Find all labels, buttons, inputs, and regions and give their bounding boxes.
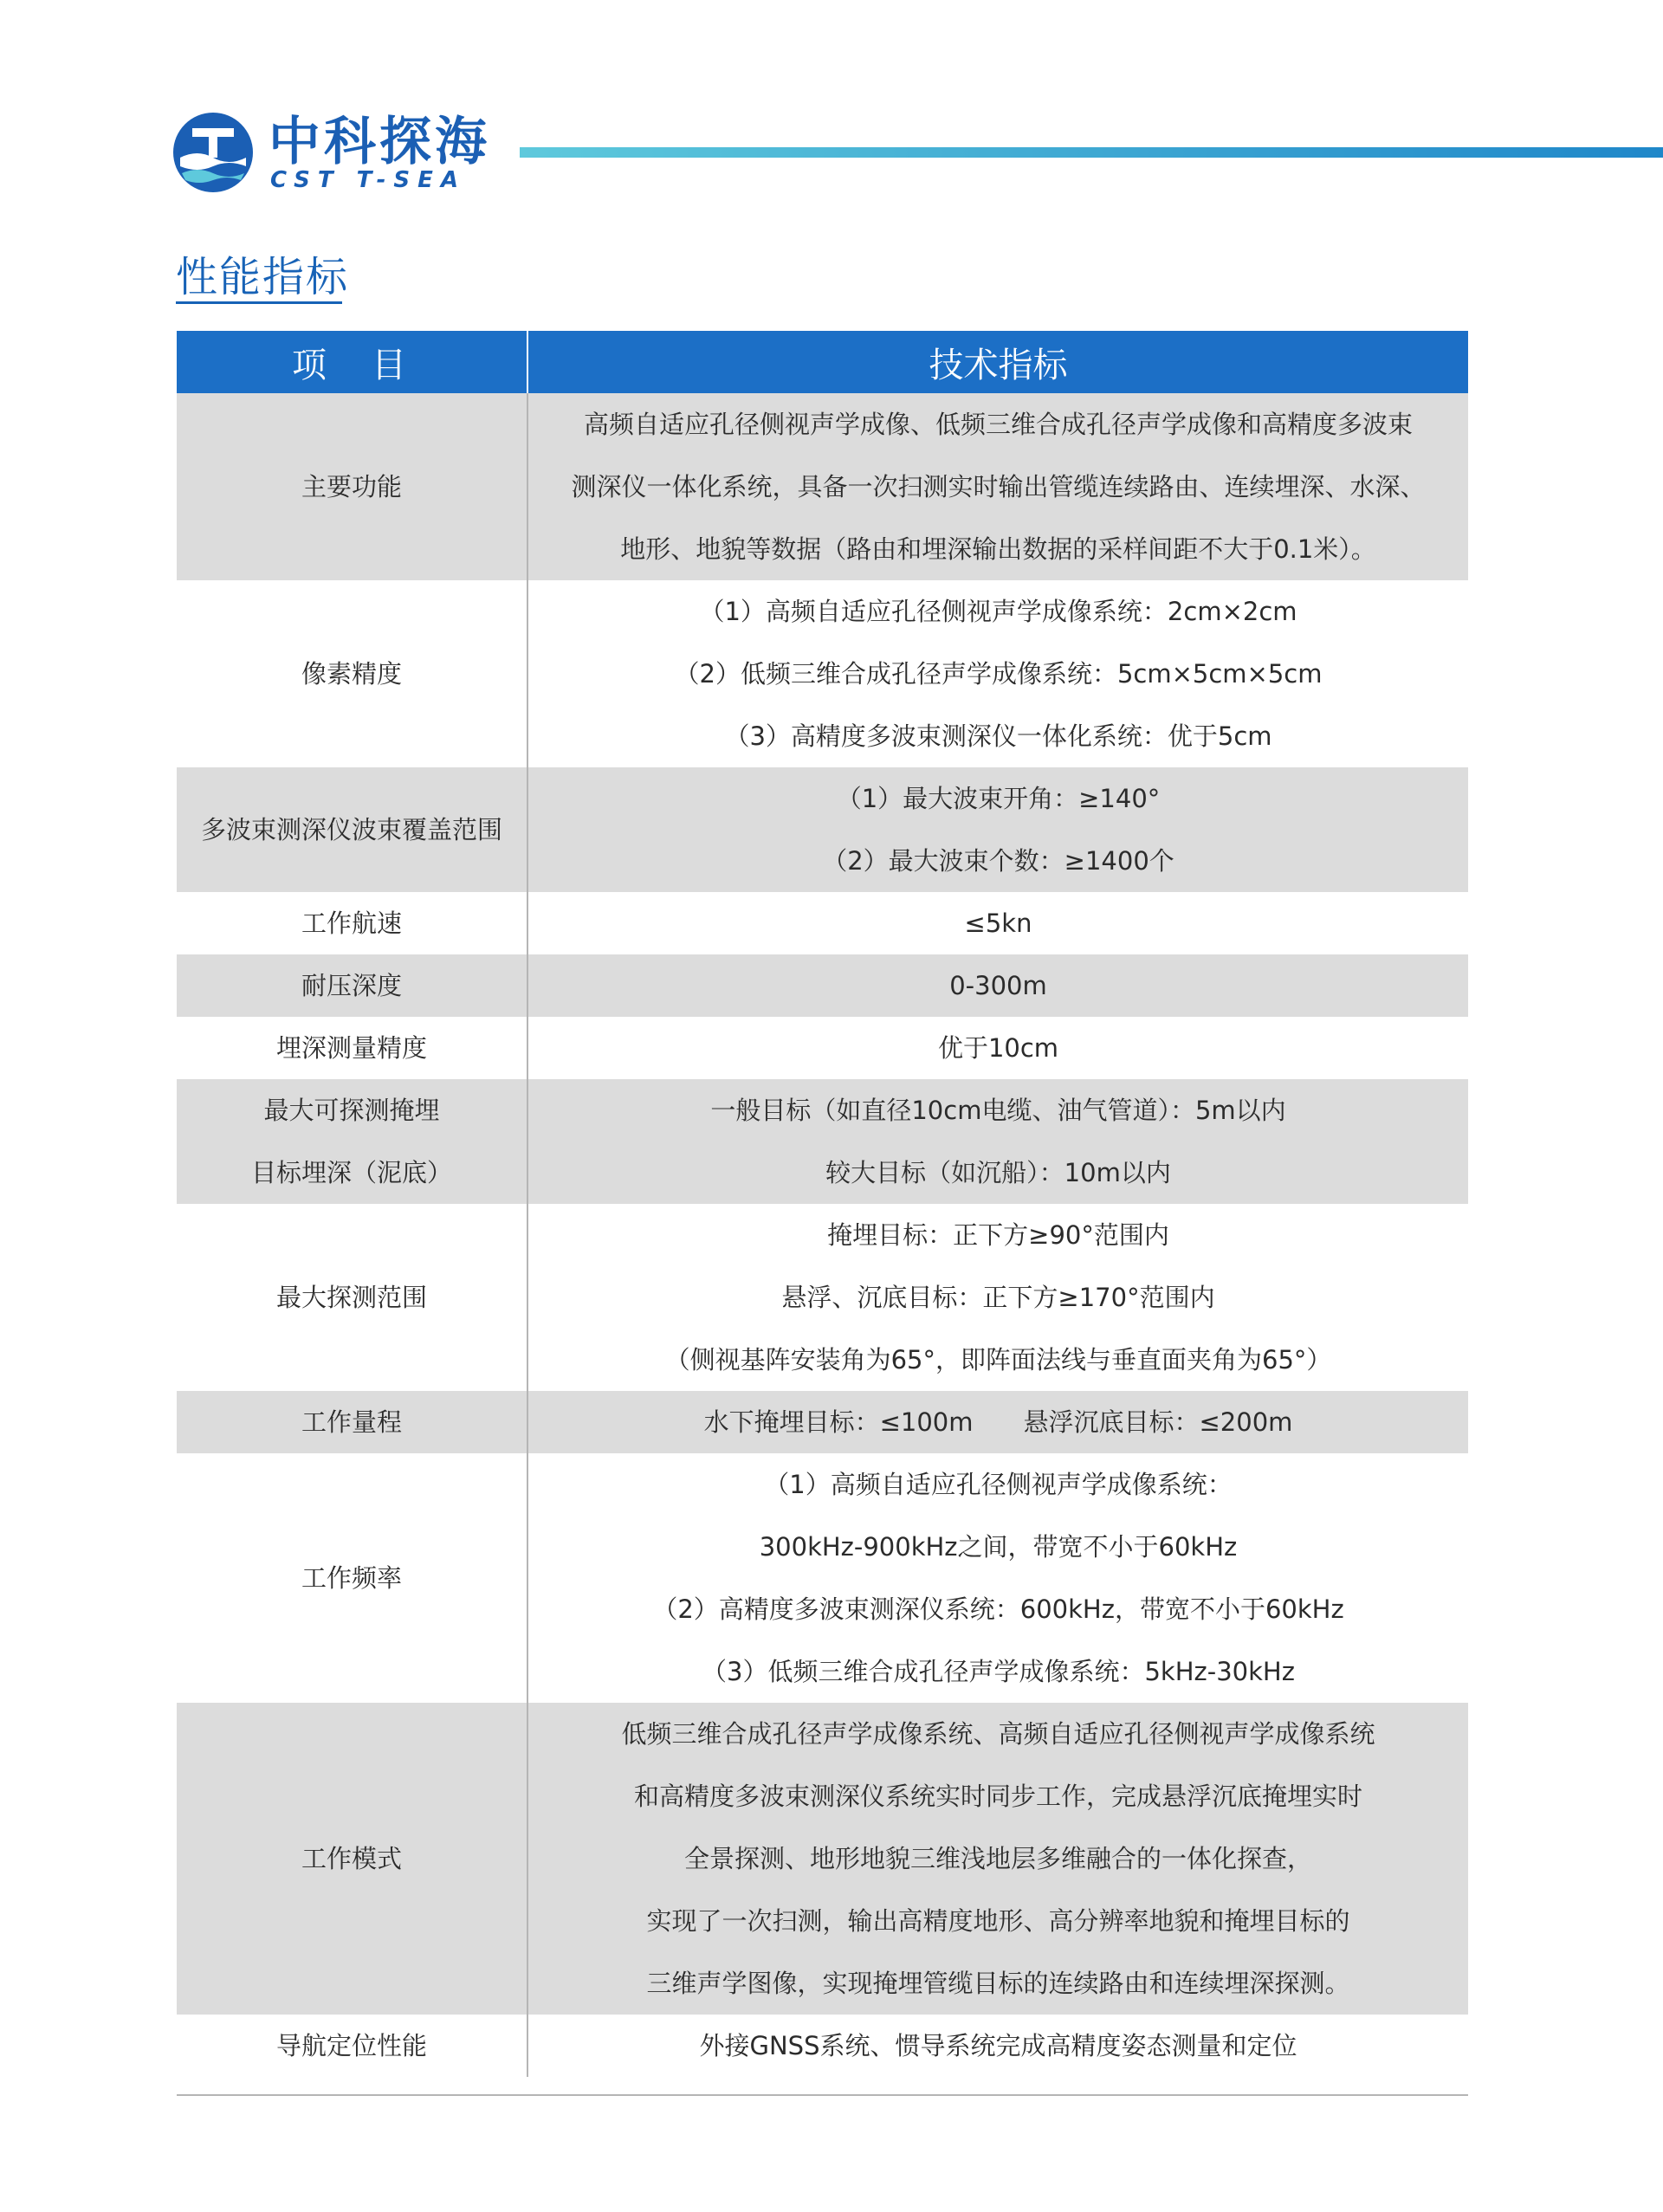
row-label <box>177 393 527 580</box>
row-label-line: 最大探测范围 <box>275 1283 427 1312</box>
row-value-line: ≤5kn <box>964 909 1032 938</box>
row-label <box>177 1391 527 1453</box>
row-value <box>527 1453 1468 1703</box>
table-bottom-line <box>177 2094 1468 2096</box>
row-value-line: 高频自适应孔径侧视声学成像、低频三维合成孔径声学成像和高精度多波束 <box>583 410 1413 439</box>
header-spec: 技术指标 <box>527 331 1468 393</box>
row-value-line: （侧视基阵安装角为65°，即阵面法线与垂直面夹角为65°） <box>664 1345 1332 1374</box>
row-value-line: （2）最大波束个数：≥1400个 <box>822 846 1174 876</box>
row-value-line: 300kHz-900kHz之间，带宽不小于60kHz <box>759 1532 1238 1562</box>
row-label <box>177 1017 527 1079</box>
row-value-line: 全景探测、地形地貌三维浅地层多维融合的一体化探查， <box>683 1844 1312 1873</box>
row-label-line: 多波束测深仪波束覆盖范围 <box>200 815 502 844</box>
row-label <box>177 1079 527 1204</box>
table-row <box>177 2015 1468 2077</box>
row-value <box>527 1017 1468 1079</box>
table-row <box>177 1079 1468 1204</box>
row-label-line: 像素精度 <box>301 659 402 689</box>
table-row <box>177 580 1468 767</box>
header-gradient-bar <box>520 147 1663 158</box>
row-value-line: 地形、地貌等数据（路由和埋深输出数据的采样间距不大于0.1米）。 <box>620 534 1376 564</box>
row-label <box>177 2015 527 2077</box>
row-value-line: 三维声学图像，实现掩埋管缆目标的连续路由和连续埋深探测。 <box>646 1969 1350 1998</box>
row-value-line: 较大目标（如沉船）：10m以内 <box>825 1158 1171 1187</box>
row-value-line: 和高精度多波束测深仪系统实时同步工作，完成悬浮沉底掩埋实时 <box>633 1782 1362 1811</box>
table-header-row <box>177 331 1468 393</box>
row-value-line: 水下掩埋目标：≤100m 悬浮沉底目标：≤200m <box>703 1407 1293 1437</box>
header-item: 项 目 <box>177 331 527 393</box>
table-row <box>177 393 1468 580</box>
row-label-line: 耐压深度 <box>301 971 402 1000</box>
row-value <box>527 393 1468 580</box>
brand-name-cn: 中科探海 <box>269 112 490 172</box>
table-row <box>177 1204 1468 1391</box>
row-label-line: 最大可探测掩埋 <box>263 1096 440 1125</box>
section-title-underline <box>176 301 342 304</box>
row-label <box>177 767 527 892</box>
row-label <box>177 1703 527 2015</box>
row-value-line: （2）高精度多波束测深仪系统：600kHz，带宽不小于60kHz <box>652 1594 1344 1624</box>
row-value-line: 实现了一次扫测，输出高精度地形、高分辨率地貌和掩埋目标的 <box>646 1906 1350 1936</box>
row-label-line: 导航定位性能 <box>275 2031 427 2060</box>
row-value-line: （3）高精度多波束测深仪一体化系统：优于5cm <box>724 721 1272 751</box>
table-row <box>177 1017 1468 1079</box>
row-value-line: 低频三维合成孔径声学成像系统、高频自适应孔径侧视声学成像系统 <box>621 1719 1375 1749</box>
row-label-line: 主要功能 <box>301 472 402 501</box>
row-label-line: 埋深测量精度 <box>275 1033 427 1063</box>
row-label <box>177 1453 527 1703</box>
row-label <box>177 1204 527 1391</box>
row-value-line: （1）最大波束开角：≥140° <box>836 784 1161 813</box>
table-row <box>177 767 1468 892</box>
row-value-line: 测深仪一体化系统，具备一次扫测实时输出管缆连续路由、连续埋深、水深、 <box>571 472 1426 501</box>
table-body <box>177 393 1468 2077</box>
row-value <box>527 892 1468 954</box>
row-value-line: 外接GNSS系统、惯导系统完成高精度姿态测量和定位 <box>699 2031 1297 2060</box>
brand-name-en: CST T-SEA <box>270 167 466 193</box>
row-label <box>177 892 527 954</box>
table-row <box>177 954 1468 1017</box>
row-value <box>527 954 1468 1017</box>
row-label <box>177 954 527 1017</box>
row-label-line: 目标埋深（泥底） <box>250 1158 452 1187</box>
table-row <box>177 1453 1468 1703</box>
row-value <box>527 1079 1468 1204</box>
brand-logo-icon <box>171 111 255 194</box>
row-value-line: 掩埋目标：正下方≥90°范围内 <box>827 1220 1169 1250</box>
row-value-line: 悬浮、沉底目标：正下方≥170°范围内 <box>781 1283 1215 1312</box>
row-label-line: 工作航速 <box>301 909 402 938</box>
row-value-line: （3）低频三维合成孔径声学成像系统：5kHz-30kHz <box>702 1657 1295 1686</box>
row-value <box>527 2015 1468 2077</box>
row-value-line: （2）低频三维合成孔径声学成像系统：5cm×5cm×5cm <box>674 659 1323 689</box>
row-value-line: 优于10cm <box>937 1033 1059 1063</box>
row-label-line: 工作模式 <box>301 1844 402 1873</box>
row-label-line: 工作频率 <box>301 1563 402 1593</box>
row-value <box>527 1391 1468 1453</box>
row-value <box>527 580 1468 767</box>
row-value <box>527 767 1468 892</box>
row-label <box>177 580 527 767</box>
row-value <box>527 1703 1468 2015</box>
table-row <box>177 1703 1468 2015</box>
table-row <box>177 1391 1468 1453</box>
row-value-line: 0-300m <box>949 971 1047 1000</box>
table-row <box>177 892 1468 954</box>
spec-table <box>177 331 1468 2077</box>
row-value-line: （1）高频自适应孔径侧视声学成像系统： <box>764 1470 1233 1499</box>
section-title: 性能指标 <box>176 253 350 301</box>
row-value-line: 一般目标（如直径10cm电缆、油气管道）：5m以内 <box>710 1096 1286 1125</box>
row-value-line: （1）高频自适应孔径侧视声学成像系统：2cm×2cm <box>699 597 1297 626</box>
row-value <box>527 1204 1468 1391</box>
page-header <box>0 0 1663 225</box>
row-label-line: 工作量程 <box>301 1407 402 1437</box>
